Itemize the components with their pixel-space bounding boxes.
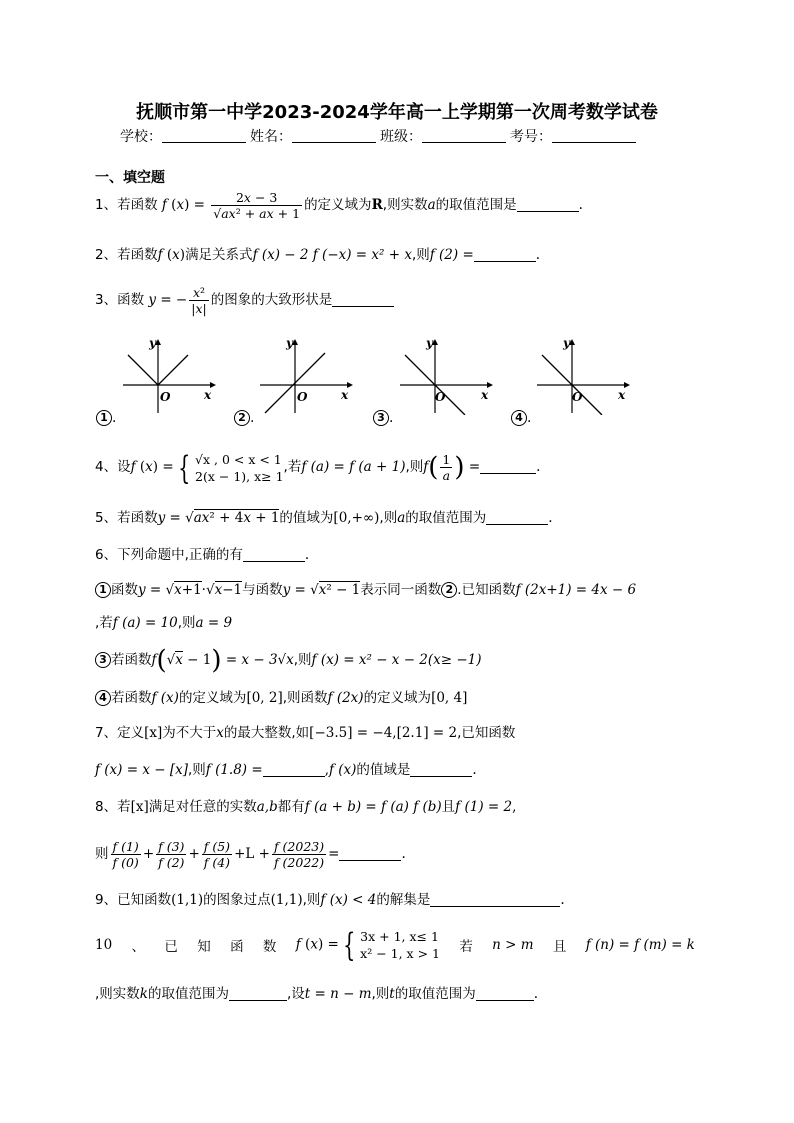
prop-2-equation: f (2x+1) = 4x − 6	[515, 582, 637, 598]
question-2: 2、若函数f (x)满足关系式f (x) − 2 f (−x) = x² + x,则f (2) = .	[95, 247, 541, 263]
prop-1-text-2: 与函数	[242, 582, 283, 598]
answer-blank-6[interactable]	[243, 547, 305, 562]
section-heading: 一、填空题	[95, 170, 165, 186]
graph-label-3-circle: 3	[373, 410, 389, 426]
prop-2-cond: f (a) = 10	[112, 615, 178, 631]
q7-bracket: [x]	[144, 725, 163, 741]
q7-example-1: [−3.5] = −4	[309, 725, 393, 741]
graph-option-4[interactable]	[532, 335, 632, 415]
graph-label-2-circle: 2	[234, 410, 250, 426]
q10-case-2: x² − 1, x > 1	[360, 946, 440, 961]
question-3: 3、函数 y = − $\frac{\text{x²}}{|x|}$ 的图象的大致形状是	[95, 285, 394, 316]
answer-blank-5[interactable]	[486, 510, 548, 525]
graph-option-1[interactable]	[118, 335, 218, 415]
q6-proposition-2-cont	[95, 613, 232, 633]
q3-fraction: $\frac{\text{x²}}{|x|}$	[191, 285, 207, 316]
q7-def: f (x) = x − [x]	[95, 762, 188, 778]
q4-text: 4、设	[95, 459, 131, 475]
q8-frac-2: $\frac{f (3)}{f (2)}$	[158, 839, 185, 870]
q9-text: 9、已知函数	[95, 892, 172, 908]
prop-4-marker: 4	[95, 690, 111, 706]
q7-text: 7、定义	[95, 725, 145, 741]
svg-text:O: O	[160, 390, 171, 404]
svg-text:y: y	[149, 336, 156, 350]
q7-ask: f (1.8) =	[205, 762, 263, 778]
answer-blank-4[interactable]	[480, 459, 536, 474]
graph-label-1: 1 .	[96, 410, 116, 426]
q2-ask: f (2) =	[429, 247, 474, 263]
q10-w4: 数	[262, 939, 277, 955]
graph-option-2[interactable]	[255, 335, 355, 415]
svg-text:x: x	[618, 388, 626, 402]
q10-function: f (x) = { 3x + 1, x≤ 1 x² − 1, x > 1	[295, 926, 440, 964]
q10-mark: 、	[131, 939, 146, 955]
q3-text-2: 的图象的大致形状是	[210, 292, 333, 308]
q8-value: f (1) = 2	[455, 799, 513, 815]
q10-var-t: t	[389, 986, 395, 1002]
q7-text-3: 的最大整数,如	[223, 725, 310, 741]
name-label: 姓名：	[250, 129, 292, 145]
q10-qie: 且	[552, 939, 567, 955]
graph-option-3[interactable]	[395, 335, 495, 415]
prop-4-text-2: 的定义域为	[178, 690, 247, 706]
q1-fraction: $\frac{2x - 3}{\text{√ax² + ax + 1}}$	[213, 190, 301, 221]
q5-text-3: ,则	[379, 510, 398, 526]
prop-3-result: f (x) = x² − x − 2(x≥ −1)	[311, 652, 482, 668]
q9-text-4: 的解集是	[376, 892, 431, 908]
q2-text: 2、若函数	[95, 247, 158, 263]
svg-text:y: y	[426, 336, 433, 350]
question-7-line-1	[95, 723, 515, 743]
q10-text-4: ,则	[371, 986, 390, 1002]
svg-text:x: x	[204, 388, 212, 402]
prop-4-domain: [0, 2]	[246, 690, 283, 706]
q9-point-1: (1,1)	[171, 892, 204, 908]
answer-blank-2[interactable]	[474, 247, 536, 262]
svg-text:x: x	[341, 388, 349, 402]
prop-2-text: .已知函数	[457, 582, 516, 598]
q3-text: 3、函数	[95, 292, 145, 308]
svg-text:y: y	[563, 336, 570, 350]
q4-condition: f (a) = f (a + 1)	[301, 459, 406, 475]
prop-4-domain-2: [0, 4]	[431, 690, 468, 706]
prop-4-f2x: f (2x)	[327, 690, 364, 706]
id-blank[interactable]	[552, 128, 636, 143]
q2-text-3: ,则	[411, 247, 430, 263]
prop-4-text: 若函数	[111, 690, 152, 706]
q8-frac-1: $\frac{f (1)}{f (0)}$	[112, 839, 139, 870]
prop-4-text-4: 的定义域为	[363, 690, 432, 706]
q4-case-2: 2(x − 1), x≥ 1	[195, 468, 284, 484]
q10-text-5: 的取值范围为	[394, 986, 476, 1002]
q7-var: x	[216, 725, 224, 741]
q1-var: a	[427, 197, 436, 213]
q10-cond-1: n > m	[492, 937, 534, 953]
prop-3-text-2: ,则	[293, 652, 312, 668]
q6-proposition-4	[95, 688, 467, 708]
q9-inequality: f (x) < 4	[320, 892, 377, 908]
q1-text-4: 的取值范围是	[435, 197, 517, 213]
q8-text-3: 都有	[277, 799, 305, 815]
question-4: 4、设f (x) = { √x , 0 < x < 1 2(x − 1), x≥ 1 ,若f (a) = f (a + 1),则f( $\frac{1}{a}$ ) = .	[95, 448, 541, 487]
name-blank[interactable]	[292, 128, 376, 143]
svg-text:x: x	[481, 388, 489, 402]
graph-label-3: 3 .	[373, 410, 393, 426]
answer-blank-3[interactable]	[332, 292, 394, 307]
question-5: 5、若函数y = √ax² + 4x + 1的值域为[0,+∞),则a的取值范围为 .	[95, 510, 553, 526]
prop-1-marker: 1	[95, 582, 111, 598]
q10-var-k: k	[139, 986, 148, 1002]
answer-blank-1[interactable]	[517, 197, 579, 212]
answer-blank-10b[interactable]	[476, 986, 534, 1001]
prop-4-text-3: ,则函数	[282, 690, 328, 706]
q7-text-2: 为不大于	[162, 725, 217, 741]
q8-text-5: 则	[95, 846, 109, 862]
q9-point-2: (1,1)	[270, 892, 303, 908]
q8-bracket: [x]	[130, 799, 149, 815]
prop-2-marker: 2	[441, 582, 457, 598]
class-blank[interactable]	[422, 128, 506, 143]
q8-text: 8、若	[95, 799, 131, 815]
answer-blank-10a[interactable]	[229, 986, 287, 1001]
id-label: 考号：	[510, 129, 552, 145]
q10-w1: 已	[164, 939, 178, 955]
graph-label-1-circle: 1	[96, 410, 112, 426]
q6-stem: 6、下列命题中,正确的有	[95, 547, 243, 563]
q7-comma: ,	[392, 725, 397, 741]
q10-case-1: 3x + 1, x≤ 1	[360, 929, 439, 944]
q7-comma-2: ,	[324, 762, 329, 778]
q10-text: ,则实数	[95, 986, 140, 1002]
prop-1-text-3: 表示同一函数	[360, 582, 442, 598]
q8-text-2: 满足对任意的实数	[148, 799, 257, 815]
q5-text: 5、若函数	[95, 510, 158, 526]
question-7-line-2: f (x) = x − [x],则f (1.8) = ,f (x)的值域是 .	[95, 762, 477, 778]
class-label: 班级：	[380, 129, 422, 145]
q4-cases	[195, 451, 284, 485]
q10-t-def: t = n − m	[304, 986, 372, 1002]
question-10-line-1	[95, 925, 695, 965]
q7-text-5: ,则	[187, 762, 206, 778]
q1-text: 1、若函数	[95, 197, 158, 213]
svg-text:O: O	[572, 390, 583, 404]
prop-2-text-3: ,则	[177, 615, 196, 631]
answer-blank-7b[interactable]	[410, 762, 472, 777]
prop-4-fx: f (x)	[151, 690, 179, 706]
q8-dots: L	[245, 846, 255, 862]
question-8-line-2: 则 $\frac{f (1)}{f (0)}$ + $\frac{f (3)}{f (2)}$ + $\frac{f (5)}{f (4)}$ +L + $\frac{f (2023)}{f (2022)}$ = .	[95, 839, 406, 870]
q9-text-2: 的图象过点	[203, 892, 271, 908]
prop-2-text-2: ,若	[95, 615, 113, 631]
q1-text-2: 的定义域为	[304, 197, 372, 213]
q2-equation: f (x) − 2 f (−x) = x² + x	[252, 247, 412, 263]
q8-frac-4: $\frac{f (2023)}{f (2022)}$	[273, 839, 325, 870]
school-blank[interactable]	[162, 128, 246, 143]
q5-var: a	[397, 510, 406, 526]
prop-3-eq: = x − 3√x	[225, 652, 294, 668]
question-9: 9、已知函数(1,1)的图象过点(1,1),则f (x) < 4的解集是 .	[95, 892, 565, 908]
q10-ruo: 若	[459, 939, 473, 955]
q1-r: R	[371, 197, 383, 213]
q4-case-1: √x , 0 < x < 1	[195, 451, 282, 467]
q1-text-3: ,则实数	[382, 197, 428, 213]
question-1: 1、若函数 f (x) = $\frac{2x - 3}{\text{√ax² + ax + 1}}$ 的定义域为R,则实数a的取值范围是 .	[95, 190, 583, 221]
q5-text-2: 的值域为	[279, 510, 334, 526]
svg-text:O: O	[435, 390, 446, 404]
q8-equation: f (a + b) = f (a) f (b)	[304, 799, 442, 815]
q10-text-2: 的取值范围为	[147, 986, 229, 1002]
prop-3-text: 若函数	[111, 652, 152, 668]
q7-example-2: [2.1] = 2	[396, 725, 458, 741]
answer-blank-7a[interactable]	[263, 762, 325, 777]
q10-num: 10	[95, 937, 113, 953]
graph-label-4-circle: 4	[511, 410, 527, 426]
q10-text-3: ,设	[286, 986, 305, 1002]
q6-proposition-3: 3 若函数f(√x − 1) = x − 3√x,则f (x) = x² − x − 2(x≥ −1)	[95, 650, 482, 671]
student-info-row	[120, 126, 640, 146]
q4-text-3: ,则	[405, 459, 424, 475]
svg-text:O: O	[297, 390, 308, 404]
question-6: 6、下列命题中,正确的有 .	[95, 547, 310, 563]
q5-text-4: 的取值范围为	[405, 510, 487, 526]
svg-text:y: y	[286, 336, 293, 350]
graph-label-4: 4 .	[511, 410, 531, 426]
question-10-line-2: ,则实数k的取值范围为 ,设t = n − m,则t的取值范围为 .	[95, 986, 539, 1002]
q2-text-2: 满足关系式	[185, 247, 253, 263]
q10-w3: 函	[230, 939, 244, 955]
prop-3-marker: 3	[95, 652, 111, 668]
q6-proposition-1-2: 1 函数y = √x+1·√x−1与函数y = √x² − 1表示同一函数 2 .已知函数f (2x+1) = 4x − 6	[95, 580, 636, 600]
page-title: 抚顺市第一中学2023-2024学年高一上学期第一次周考数学试卷	[136, 102, 658, 123]
q7-fx: f (x)	[328, 762, 357, 778]
q9-text-3: ,则	[302, 892, 321, 908]
school-label: 学校：	[120, 129, 162, 145]
q7-text-4: ,已知函数	[457, 725, 516, 741]
prop-2-result: a = 9	[195, 615, 233, 631]
q8-frac-3: $\frac{f (5)}{f (4)}$	[203, 839, 231, 870]
q7-text-6: 的值域是	[356, 762, 411, 778]
prop-1-text: 函数	[111, 582, 138, 598]
q10-cond-2: f (n) = f (m) = k	[585, 937, 695, 953]
answer-blank-9[interactable]	[430, 892, 560, 907]
q8-vars: a,b	[256, 799, 278, 815]
graph-label-2: 2 .	[234, 410, 254, 426]
question-8-line-1: 8、若[x]满足对任意的实数a,b都有f (a + b) = f (a) f (b)且f (1) = 2,	[95, 799, 517, 815]
q4-text-2: ,若	[283, 459, 302, 475]
answer-blank-8[interactable]	[339, 846, 401, 861]
q5-range: [0,+∞)	[333, 510, 380, 526]
q10-w2: 知	[197, 939, 211, 955]
q8-text-4: 且	[441, 799, 456, 815]
